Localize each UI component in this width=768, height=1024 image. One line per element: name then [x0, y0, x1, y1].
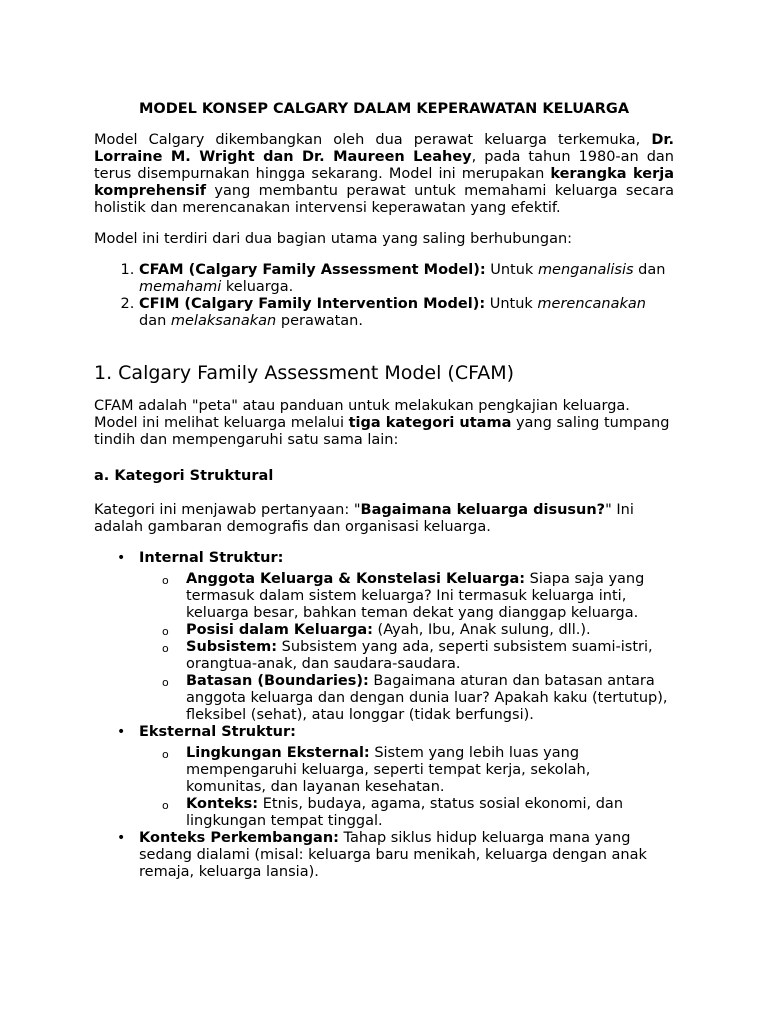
- list-item-label: Konteks Perkembangan:: [139, 830, 339, 846]
- sublist-item-label: Batasan (Boundaries):: [186, 673, 369, 689]
- structural-question: [94, 502, 674, 536]
- structural-list: [94, 550, 674, 881]
- sublist-item-label: Anggota Keluarga & Konstelasi Keluarga:: [186, 571, 526, 587]
- sublist-item: [162, 796, 674, 830]
- cfam-desc-text-1: CFAM adalah "peta" atau panduan untuk melakukan pengkajian keluarga. Model ini melihat keluarga melalui: [94, 398, 630, 431]
- section-heading-cfam: 1. Calgary Family Assessment Model (CFAM): [94, 362, 515, 384]
- bullet-circle-icon: o: [162, 625, 169, 638]
- parts-item-emphasis: merencanakan: [537, 296, 646, 312]
- sublist-item-text: (Ayah, Ibu, Anak sulung, dll.).: [372, 622, 591, 638]
- sublist-item-label: Posisi dalam Keluarga:: [186, 622, 373, 638]
- parts-item-text: dan: [633, 262, 666, 278]
- external-sublist: [139, 745, 674, 830]
- intro-text-2: , pada tahun 1980-an dan terus disempurnakan hingga sekarang. Model ini merupakan: [94, 149, 674, 182]
- parts-item-title: CFIM (Calgary Family Intervention Model):: [139, 296, 486, 312]
- parts-list: [94, 262, 674, 330]
- document-content: [94, 101, 674, 881]
- parts-item-text: dan: [139, 313, 171, 329]
- cfam-description: [94, 398, 674, 449]
- parts-item-text: perawatan.: [276, 313, 363, 329]
- sublist-item-text: Sistem yang lebih luas yang mempengaruhi keluarga, seperti tempat kerja, sekolah, komunitas, dan layanan kesehatan.: [186, 745, 591, 795]
- structural-q-bold: Bagaimana keluarga disusun?: [360, 502, 606, 518]
- structural-q-text-1: Kategori ini menjawab pertanyaan: ": [94, 502, 361, 518]
- bullet-circle-icon: o: [162, 799, 169, 812]
- intro-text-3: yang membantu perawat untuk memahami keluarga secara holistik dan merencanakan intervensi keperawatan yang efektif.: [94, 183, 674, 216]
- intro-authors: Dr. Lorraine M. Wright dan Dr. Maureen Leahey: [94, 132, 674, 165]
- list-item-internal: [117, 550, 674, 724]
- parts-item-emphasis: menganalisis: [537, 262, 634, 278]
- sublist-item-label: Subsistem:: [186, 639, 278, 655]
- list-item-development: [117, 830, 674, 881]
- subheading-structural: a. Kategori Struktural: [94, 468, 274, 484]
- bullet-circle-icon: o: [162, 642, 169, 655]
- internal-sublist: [139, 571, 674, 724]
- bullet-dot-icon: •: [117, 724, 126, 740]
- sublist-item-label: Lingkungan Eksternal:: [186, 745, 370, 761]
- bullet-dot-icon: •: [117, 550, 126, 566]
- parts-item-emphasis: melaksanakan: [170, 313, 277, 329]
- parts-item-text: keluarga.: [221, 279, 294, 295]
- parts-item-cfim: [139, 296, 674, 330]
- bullet-circle-icon: o: [162, 748, 169, 761]
- parts-item-emphasis: memahami: [139, 279, 222, 295]
- intro-paragraph: [94, 132, 674, 217]
- parts-item-title: CFAM (Calgary Family Assessment Model):: [139, 262, 486, 278]
- intro-text-1: Model Calgary dikembangkan oleh dua perawat keluarga terkemuka,: [94, 132, 652, 148]
- sublist-item: [162, 639, 674, 673]
- list-item-label: Eksternal Struktur:: [139, 724, 296, 740]
- bullet-circle-icon: o: [162, 676, 169, 689]
- cfam-desc-text-2: yang saling tumpang tindih dan mempengaruhi satu sama lain:: [94, 415, 670, 448]
- parts-lead: Model ini terdiri dari dua bagian utama yang saling berhubungan:: [94, 231, 573, 247]
- list-item-text: Tahap siklus hidup keluarga mana yang sedang dialami (misal: keluarga baru menikah, keluarga dengan anak remaja, keluarga lansia).: [139, 830, 647, 880]
- cfam-desc-bold: tiga kategori utama: [348, 415, 512, 431]
- list-item-label: Internal Struktur:: [139, 550, 284, 566]
- sublist-item: [162, 622, 674, 639]
- parts-item-text: Untuk: [485, 296, 538, 312]
- bullet-circle-icon: o: [162, 574, 169, 587]
- document-title: MODEL KONSEP CALGARY DALAM KEPERAWATAN KELUARGA: [138, 101, 630, 117]
- sublist-item-text: Subsistem yang ada, seperti subsistem suami-istri, orangtua-anak, dan saudara-saudara.: [186, 639, 653, 672]
- sublist-item-text: Siapa saja yang termasuk dalam sistem keluarga? Ini termasuk keluarga inti, keluarga besar, bahkan teman dekat yang dianggap keluarga.: [186, 571, 645, 621]
- bullet-dot-icon: •: [117, 830, 126, 846]
- sublist-item-text: Etnis, budaya, agama, status sosial ekonomi, dan lingkungan tempat tinggal.: [186, 796, 624, 829]
- structural-q-text-2: " Ini adalah gambaran demografis dan organisasi keluarga.: [94, 502, 634, 535]
- sublist-item-text: Bagaimana aturan dan batasan antara anggota keluarga dan dengan dunia luar? Apakah kaku (tertutup), fleksibel (sehat), atau longgar (tidak berfungsi).: [186, 673, 668, 723]
- list-item-external: [117, 724, 674, 830]
- sublist-item: [162, 571, 674, 622]
- intro-framework: kerangka kerja komprehensif: [94, 166, 674, 199]
- parts-item-cfam: [139, 262, 674, 296]
- sublist-item: [162, 673, 674, 724]
- sublist-item: [162, 745, 674, 796]
- sublist-item-label: Konteks:: [186, 796, 259, 812]
- parts-item-text: Untuk: [485, 262, 538, 278]
